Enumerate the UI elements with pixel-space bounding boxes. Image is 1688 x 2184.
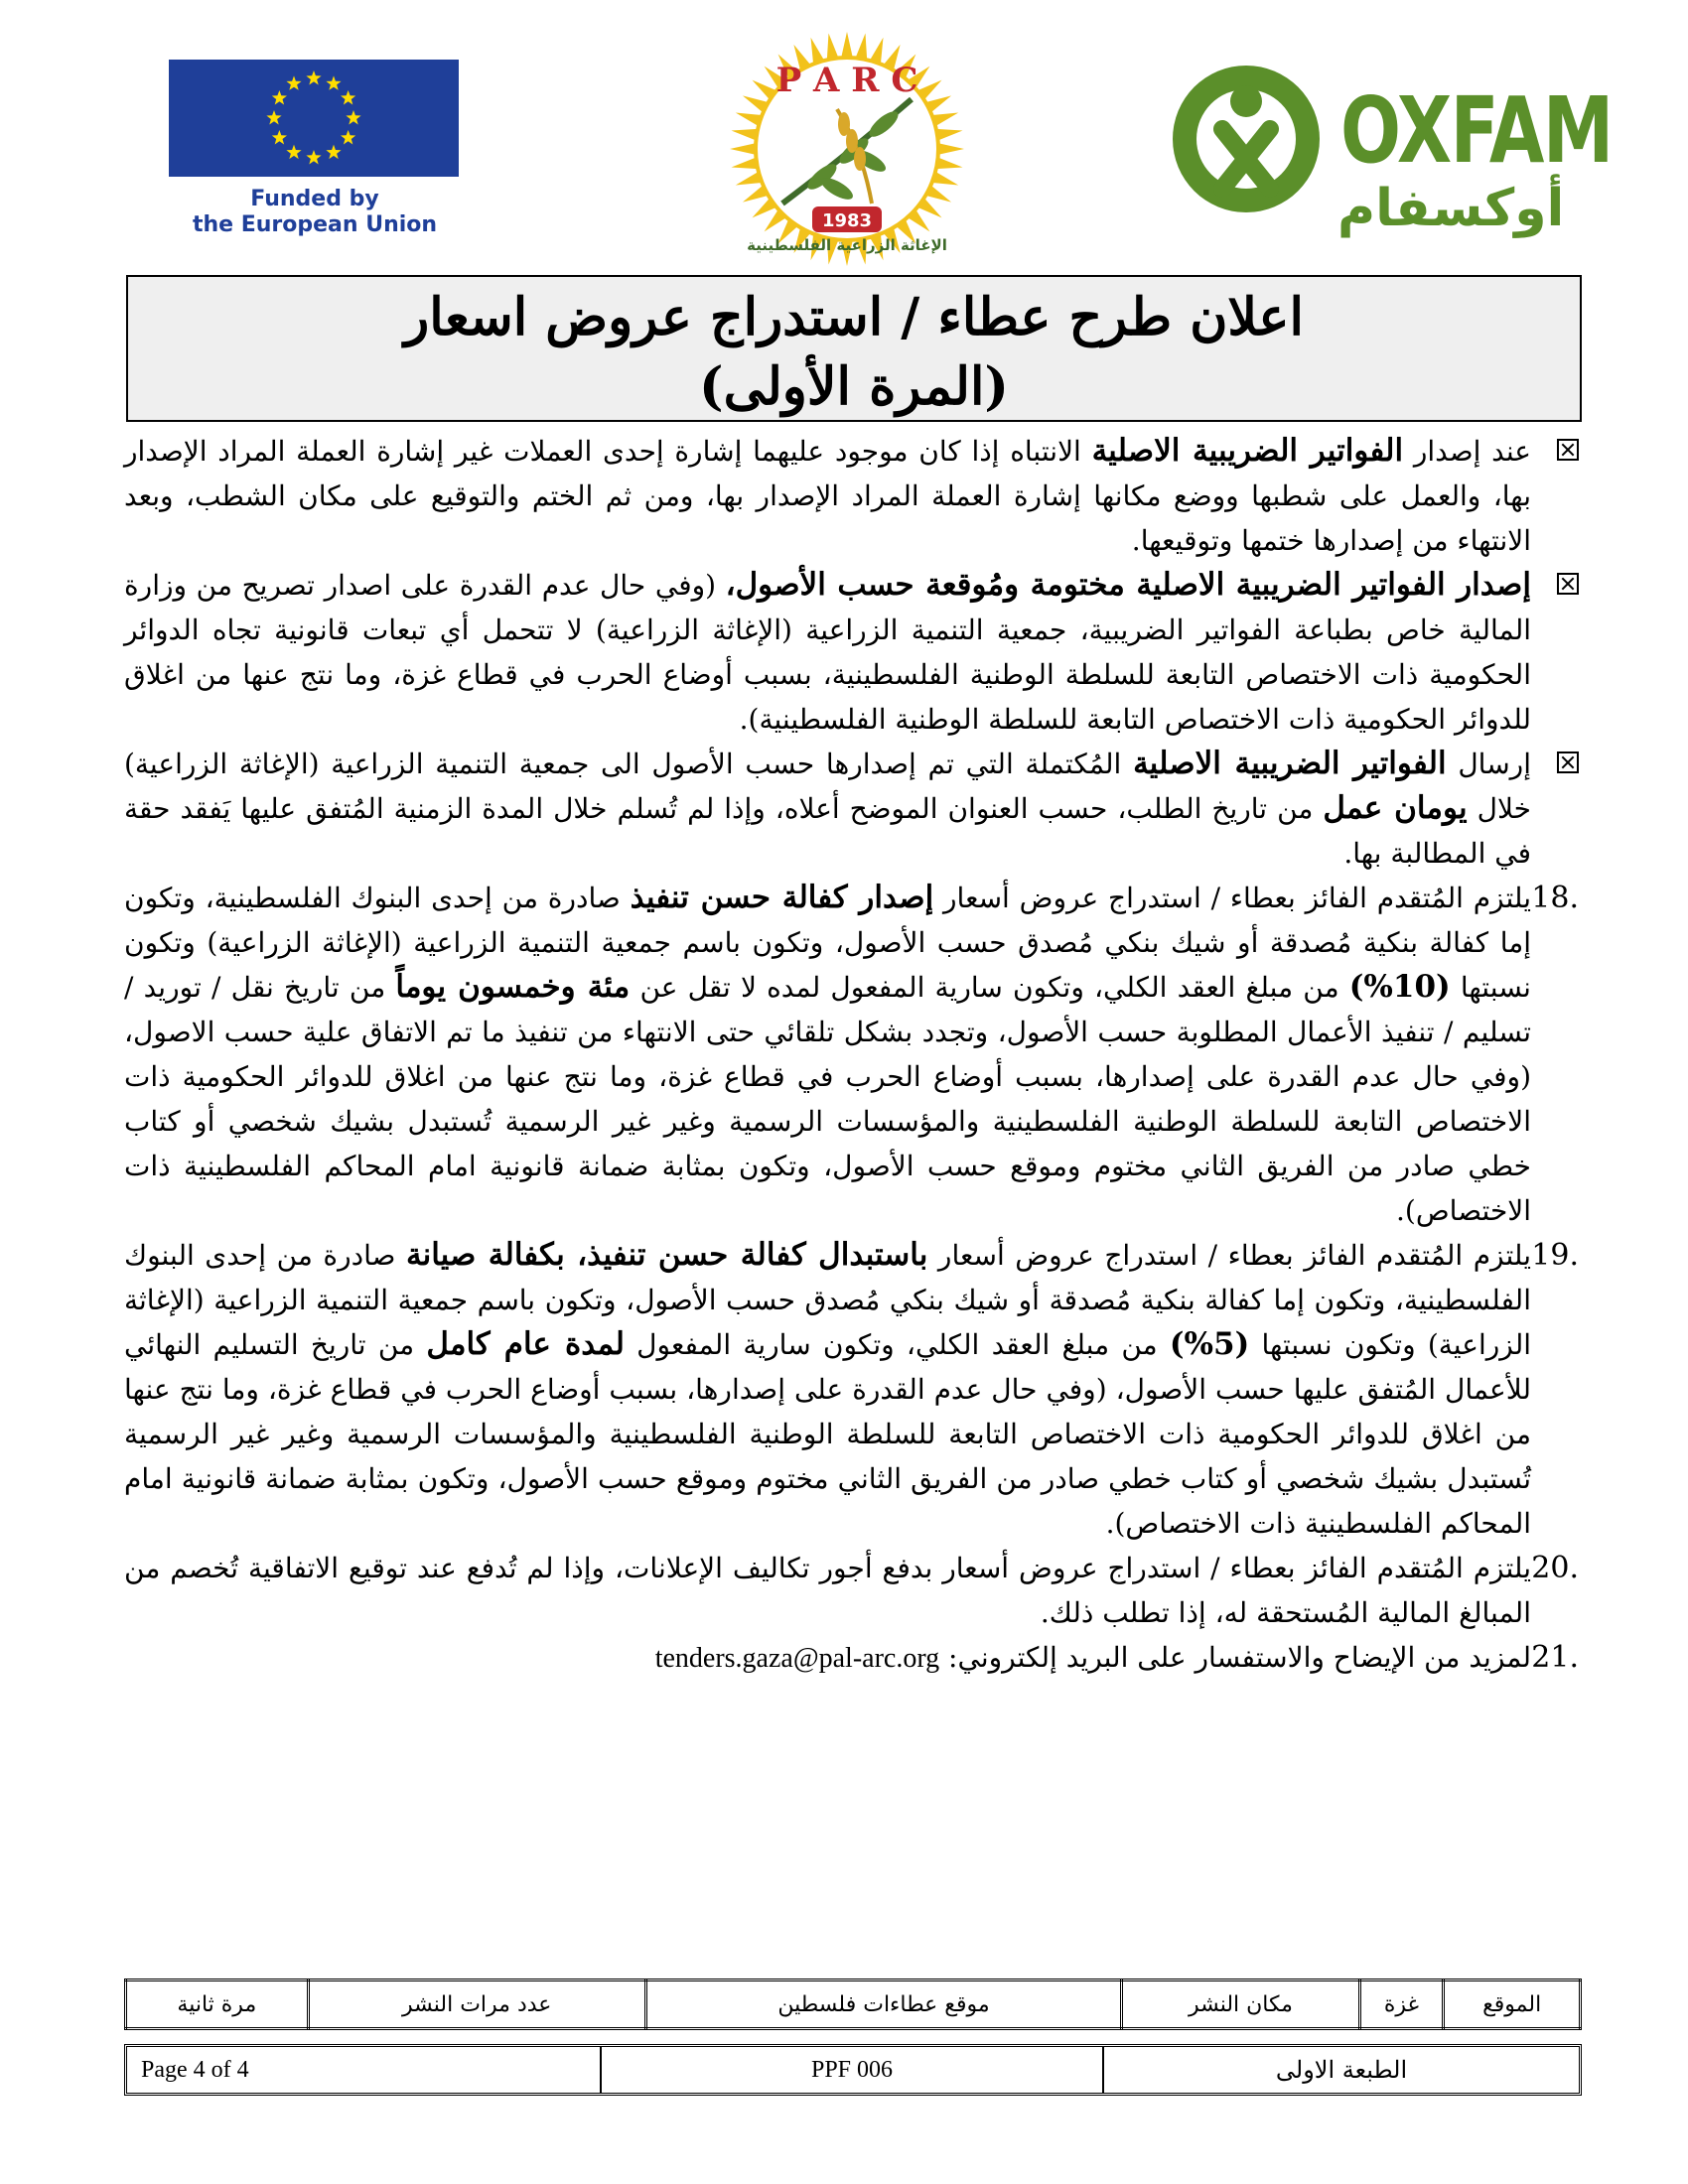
- tender-term-item: [124, 563, 1579, 742]
- title-box: [126, 275, 1582, 422]
- emphasis-text: مئة وخمسون يوماً: [395, 969, 631, 1005]
- publication-info-cell: عدد مرات النشر: [308, 1980, 645, 2029]
- eu-star-icon: [266, 110, 281, 125]
- term-text: لمزيد من الإيضاح والاستفسار على البريد إلكتروني:: [939, 1641, 1531, 1674]
- oxfam-wordmark: OXFAM: [1340, 77, 1613, 184]
- eu-star-icon: [286, 145, 301, 160]
- document-footer: [124, 2044, 1582, 2096]
- publication-info-cell: مكان النشر: [1122, 1980, 1359, 2029]
- oxfam-logo: [1167, 40, 1613, 268]
- eu-logo: [169, 60, 467, 238]
- tender-term-item: [124, 1546, 1579, 1635]
- eu-star-icon: [286, 75, 301, 89]
- term-text: من مبلغ العقد الكلي، وتكون سارية المفعول لمده لا تقل عن: [630, 971, 1349, 1004]
- checkbox-marker-icon: [1531, 742, 1579, 786]
- eu-star-icon: [341, 130, 355, 145]
- term-text: صادرة من إحدى البنوك الفلسطينية، وتكون إما كفالة بنكية مُصدقة أو شيك بنكي مُصدق حسب الأصول، وتكون باسم جمعية التنمية الزراعية (الإغاثة الزراعية) وتكون نسبتها: [124, 882, 1531, 1004]
- publication-info-cell: موقع عطاءات فلسطين: [645, 1980, 1121, 2029]
- oxfam-arabic-wordmark: أوكسفام: [1337, 179, 1565, 238]
- tender-term-item: [124, 742, 1579, 876]
- sun-ray-icon: [841, 32, 854, 60]
- emphasis-text: الفواتير الضريبية الاصلية: [1133, 746, 1447, 781]
- term-text: من تاريخ التسليم النهائي للأعمال المُتفق عليها حسب الأصول، (وفي حال عدم القدرة على إصدارها، بسبب أوضاع الحرب في قطاع غزة، وما نتج عنها من اغلاق للدوائر الحكومية ذات الاختصاص التابعة للسلطة الوطنية الفلسطينية والمؤسسات الرسمية وغير غير الرسمية تُستبدل بشيك شخصي أو كتاب خطي صادر من الفريق الثاني مختوم وموقع حسب الأصول، وتكون بمثابة ضمانة قانونية امام المحاكم الفلسطينية ذات الاختصاص).: [124, 1328, 1531, 1540]
- eu-star-icon: [306, 70, 321, 85]
- term-text: يلتزم المُتقدم الفائز بعطاء / استدراج عروض أسعار بدفع أجور تكاليف الإعلانات، وإذا لم تُدفع عند توقيع الاتفاقية تُخصم من المبالغ المالية المُستحقة له، إذا تطلب ذلك.: [124, 1552, 1531, 1629]
- eu-star-icon: [326, 145, 341, 160]
- page-subtitle: (المرة الأولى): [699, 356, 1009, 417]
- parc-logo: [624, 30, 1070, 268]
- emphasis-text: لمدة عام كامل: [426, 1326, 625, 1362]
- term-text: من تاريخ الطلب، حسب العنوان الموضح أعلاه، وإذا لم تُسلم خلال المدة الزمنية المُتفق عليها يَفقد حقة في المطالبة بها.: [124, 792, 1531, 870]
- emphasis-text: إصدار الفواتير الضريبية الاصلية مختومة ومُوقعة حسب الأصول،: [725, 567, 1531, 603]
- publication-info-row: [126, 1980, 1581, 2029]
- eu-star-icon: [326, 75, 341, 89]
- eu-flag-icon: [169, 60, 459, 177]
- publication-info-table: [124, 1979, 1582, 2030]
- eu-star-icon: [306, 150, 321, 165]
- parc-name-text: P A R C: [775, 61, 918, 100]
- sun-ray-icon: [936, 143, 964, 156]
- eu-star-icon: [341, 90, 355, 105]
- emphasis-text: إصدار كفالة حسن تنفيذ: [630, 880, 934, 915]
- tender-term-item: [124, 876, 1579, 1233]
- term-text: من تاريخ نقل / توريد / تسليم / تنفيذ الأعمال المطلوبة حسب الأصول، وتجدد بشكل تلقائي حتى الانتهاء من تنفيذ ما تم الاتفاق علية حسب الاصول، (وفي حال عدم القدرة على إصدارها، بسبب أوضاع الحرب في قطاع غزة، وما نتج عنها من اغلاق للدوائر الحكومية ذات الاختصاص التابعة للسلطة الوطنية الفلسطينية والمؤسسات الرسمية وغير غير الرسمية تُستبدل بشيك شخصي أو كتاب خطي صادر من الفريق الثاني مختوم وموقع حسب الأصول، وتكون بمثابة ضمانة قانونية امام المحاكم الفلسطينية ذات الاختصاص).: [124, 971, 1531, 1227]
- term-text: يلتزم المُتقدم الفائز بعطاء / استدراج عروض أسعار: [927, 1239, 1531, 1272]
- term-text: من مبلغ العقد الكلي، وتكون سارية المفعول: [624, 1328, 1170, 1361]
- emphasis-text: (10%): [1348, 969, 1451, 1005]
- publication-info-cell: الموقع: [1444, 1980, 1581, 2029]
- page-number: Page 4 of 4: [141, 2056, 249, 2083]
- item-number: 18.: [1531, 881, 1579, 915]
- parc-arabic-text: الإغاثة الزراعية الفلسطينية: [747, 236, 947, 254]
- edition-label: الطبعة الاولى: [1102, 2047, 1579, 2093]
- emphasis-text: الفواتير الضريبية الاصلية: [1091, 433, 1404, 469]
- contact-email: tenders.gaza@pal-arc.org: [654, 1643, 940, 1674]
- eu-funded-line1: Funded by: [250, 187, 379, 211]
- term-text: يلتزم المُتقدم الفائز بعطاء / استدراج عروض أسعار: [933, 882, 1531, 914]
- term-text: الانتباه إذا كان موجود عليهما إشارة إحدى العملات غير إشارة العملة المراد الإصدار بها، والعمل على شطبها ووضع مكانها إشارة العملة المراد الإصدار بها، ومن ثم الختم والتوقيع على مكان الشطب، وبعد الانتهاء من إصدارها ختمها وتوقيعها.: [124, 435, 1531, 557]
- emphasis-text: باستبدال كفالة حسن تنفيذ، بكفالة صيانة: [405, 1237, 928, 1273]
- term-text: عند إصدار: [1403, 435, 1531, 468]
- eu-star-icon: [272, 130, 287, 145]
- eu-star-icon: [272, 90, 287, 105]
- item-number: 20.: [1531, 1551, 1579, 1585]
- tender-term-item: [124, 429, 1579, 563]
- publication-info-cell: مرة ثانية: [126, 1980, 309, 2029]
- checkbox-marker-icon: [1531, 563, 1579, 608]
- document-code: PPF 006: [600, 2047, 1102, 2093]
- parc-year-text: 1983: [821, 210, 873, 231]
- eu-funded-line2: the European Union: [192, 212, 438, 237]
- eu-star-icon: [346, 110, 360, 125]
- checkbox-marker-icon: [1531, 429, 1579, 474]
- tender-terms-list: [124, 429, 1579, 1681]
- term-text: (وفي حال عدم القدرة على اصدار تصريح من وزارة المالية خاص بطباعة الفواتير الضريبية، جمعية التنمية الزراعية (الإغاثة الزراعية) لا تتحمل أي تبعات قانونية تجاه الدوائر الحكومية ذات الاختصاص التابعة للسلطة الوطنية الفلسطينية، بسبب أوضاع الحرب في قطاع غزة، وما نتج عنها من اغلاق للدوائر الحكومية ذات الاختصاص التابعة للسلطة الوطنية الفلسطينية).: [124, 569, 1531, 736]
- term-text: المُكتملة التي تم إصدارها حسب الأصول الى جمعية التنمية الزراعية (الإغاثة الزراعية) خلال: [124, 748, 1531, 825]
- term-text: صادرة من إحدى البنوك الفلسطينية، وتكون إما كفالة بنكية مُصدقة أو شيك بنكي مُصدق حسب الأصول، وتكون باسم جمعية التنمية الزراعية (الإغاثة الزراعية) وتكون نسبتها: [124, 1239, 1531, 1361]
- item-number: 21.: [1531, 1640, 1579, 1675]
- emphasis-text: (5%): [1169, 1326, 1250, 1362]
- emphasis-text: يومان عمل: [1323, 790, 1468, 826]
- oxfam-figure-icon: [1167, 40, 1326, 238]
- publication-info-cell: غزة: [1359, 1980, 1444, 2029]
- item-number: 19.: [1531, 1238, 1579, 1273]
- tender-term-item: [124, 1233, 1579, 1546]
- tender-term-item: [124, 1635, 1579, 1681]
- sun-ray-icon: [730, 143, 758, 156]
- term-text: إرسال: [1446, 748, 1531, 780]
- page-title: اعلان طرح عطاء / استدراج عروض اسعار: [404, 287, 1304, 347]
